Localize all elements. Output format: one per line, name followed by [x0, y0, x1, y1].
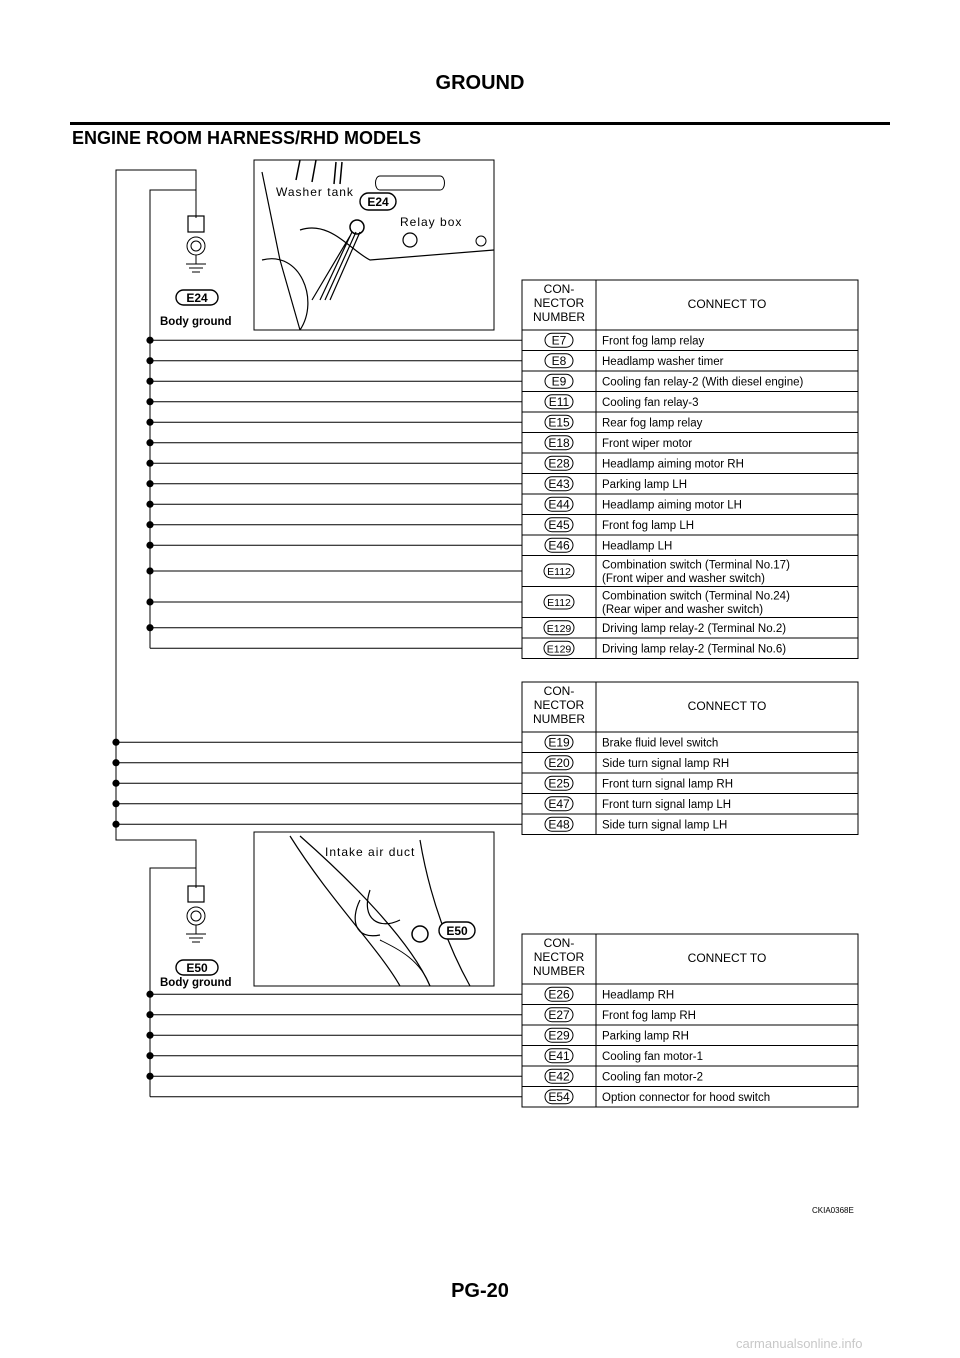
ground-trunk-shared	[116, 170, 196, 888]
photo-e50	[254, 832, 494, 986]
connect-to-label: Combination switch (Terminal No.17)	[602, 559, 790, 572]
connector-table	[522, 934, 858, 1107]
connector-number: E129	[546, 622, 572, 635]
connect-to-label: Combination switch (Terminal No.24)	[602, 590, 790, 603]
connector-number: E9	[551, 374, 567, 389]
connector-number: E44	[548, 497, 570, 512]
connect-to-label: Headlamp aiming motor LH	[602, 499, 742, 512]
connector-number: E26	[548, 987, 570, 1002]
page-title: GROUND	[435, 72, 525, 94]
header-connect-to: CONNECT TO	[687, 699, 767, 713]
ground-symbol	[160, 216, 232, 328]
photo-badge-label: E24	[367, 195, 389, 209]
connect-to-label: Front fog lamp RH	[602, 1009, 696, 1022]
ground-trunk-e24	[150, 190, 196, 648]
figure-code: CKIA0368E	[812, 1206, 854, 1215]
connect-to-label: Headlamp washer timer	[602, 355, 724, 368]
connect-to-label: (Rear wiper and washer switch)	[602, 603, 764, 616]
connector-number: E54	[548, 1089, 570, 1104]
connect-to-label: Cooling fan relay-3	[602, 396, 699, 409]
header-connector-number: CON-	[543, 282, 575, 296]
header-connector-number: NECTOR	[533, 296, 585, 310]
header-connector-number: NUMBER	[532, 712, 586, 726]
connect-to-label: Side turn signal lamp LH	[602, 819, 728, 832]
terminal-ring	[187, 907, 205, 925]
ground-symbol	[160, 886, 232, 989]
connector-number: E28	[548, 456, 570, 471]
connector-number: E8	[551, 353, 567, 368]
watermark: carmanualsonline.info	[736, 1336, 863, 1351]
connector-number: E112	[547, 597, 571, 609]
connect-to-label: Cooling fan relay-2 (With diesel engine)	[602, 376, 804, 389]
header-connector-number: NUMBER	[532, 964, 586, 978]
connector-number: E20	[548, 755, 570, 770]
connector-number: E129	[546, 643, 572, 656]
connector-number: E112	[547, 566, 571, 578]
connect-to-label: Cooling fan motor-1	[602, 1050, 703, 1063]
header-connector-number: NECTOR	[533, 698, 585, 712]
connector-number: E11	[548, 394, 570, 409]
header-connector-number: NUMBER	[532, 310, 586, 324]
connect-to-label: Front wiper motor	[602, 437, 693, 450]
connect-to-label: Headlamp LH	[602, 540, 673, 553]
connect-to-label: Front fog lamp LH	[602, 519, 695, 532]
ground-caption: Body ground	[160, 977, 232, 989]
connect-to-label: Front turn signal lamp LH	[602, 798, 732, 811]
connector-number: E29	[548, 1028, 570, 1043]
connector-number: E46	[548, 538, 570, 553]
connect-to-label: Brake fluid level switch	[602, 737, 719, 750]
connect-to-label: Front turn signal lamp RH	[602, 778, 734, 791]
connect-to-label: Parking lamp LH	[602, 478, 688, 491]
terminal-ring-inner	[191, 241, 201, 251]
connect-to-label: Option connector for hood switch	[602, 1091, 771, 1104]
ground-id: E24	[186, 291, 208, 305]
header-connector-number: CON-	[543, 684, 575, 698]
ground-id: E50	[186, 961, 208, 975]
header-connect-to: CONNECT TO	[687, 951, 767, 965]
header-connector-number: CON-	[543, 936, 575, 950]
connector-number: E41	[548, 1048, 570, 1063]
terminal-box	[188, 886, 204, 902]
connect-to-label: Rear fog lamp relay	[602, 417, 703, 430]
connect-to-label: Cooling fan motor-2	[602, 1071, 703, 1084]
header-connect-to: CONNECT TO	[687, 297, 767, 311]
section-title: ENGINE ROOM HARNESS/RHD MODELS	[72, 128, 422, 148]
connect-to-label: Side turn signal lamp RH	[602, 757, 730, 770]
connect-to-label: Headlamp RH	[602, 989, 675, 1002]
wire-group	[146, 337, 522, 649]
connector-number: E15	[548, 415, 570, 430]
terminal-box	[188, 216, 204, 232]
photo-label: Intake air duct	[325, 845, 416, 859]
connector-number: E48	[548, 817, 570, 832]
photo-label: Washer tank	[276, 185, 354, 199]
connector-number: E43	[548, 476, 570, 491]
connector-number: E7	[551, 333, 567, 348]
connector-number: E18	[548, 435, 570, 450]
connector-number: E19	[548, 735, 570, 750]
wire-group	[146, 991, 522, 1097]
connector-number: E42	[548, 1069, 570, 1084]
connect-to-label: Parking lamp RH	[602, 1030, 689, 1043]
photo-badge-label: E50	[446, 924, 468, 938]
connect-to-label: Headlamp aiming motor RH	[602, 458, 744, 471]
connector-table	[522, 280, 858, 659]
connector-number: E27	[548, 1007, 570, 1022]
connect-to-label: (Front wiper and washer switch)	[602, 572, 765, 585]
connector-number: E45	[548, 517, 570, 532]
connector-number: E25	[548, 776, 570, 791]
terminal-ring-inner	[191, 911, 201, 921]
connect-to-label: Driving lamp relay-2 (Terminal No.2)	[602, 622, 787, 635]
header-connector-number: NECTOR	[533, 950, 585, 964]
ground-caption: Body ground	[160, 316, 232, 328]
connector-number: E47	[548, 796, 570, 811]
terminal-ring	[187, 237, 205, 255]
connect-to-label: Front fog lamp relay	[602, 335, 705, 348]
page-number: PG-20	[451, 1280, 509, 1302]
wire-group	[112, 739, 522, 828]
connect-to-label: Driving lamp relay-2 (Terminal No.6)	[602, 643, 787, 656]
connector-table	[522, 682, 858, 835]
photo-label: Relay box	[400, 215, 463, 229]
photo-e24	[254, 160, 494, 330]
